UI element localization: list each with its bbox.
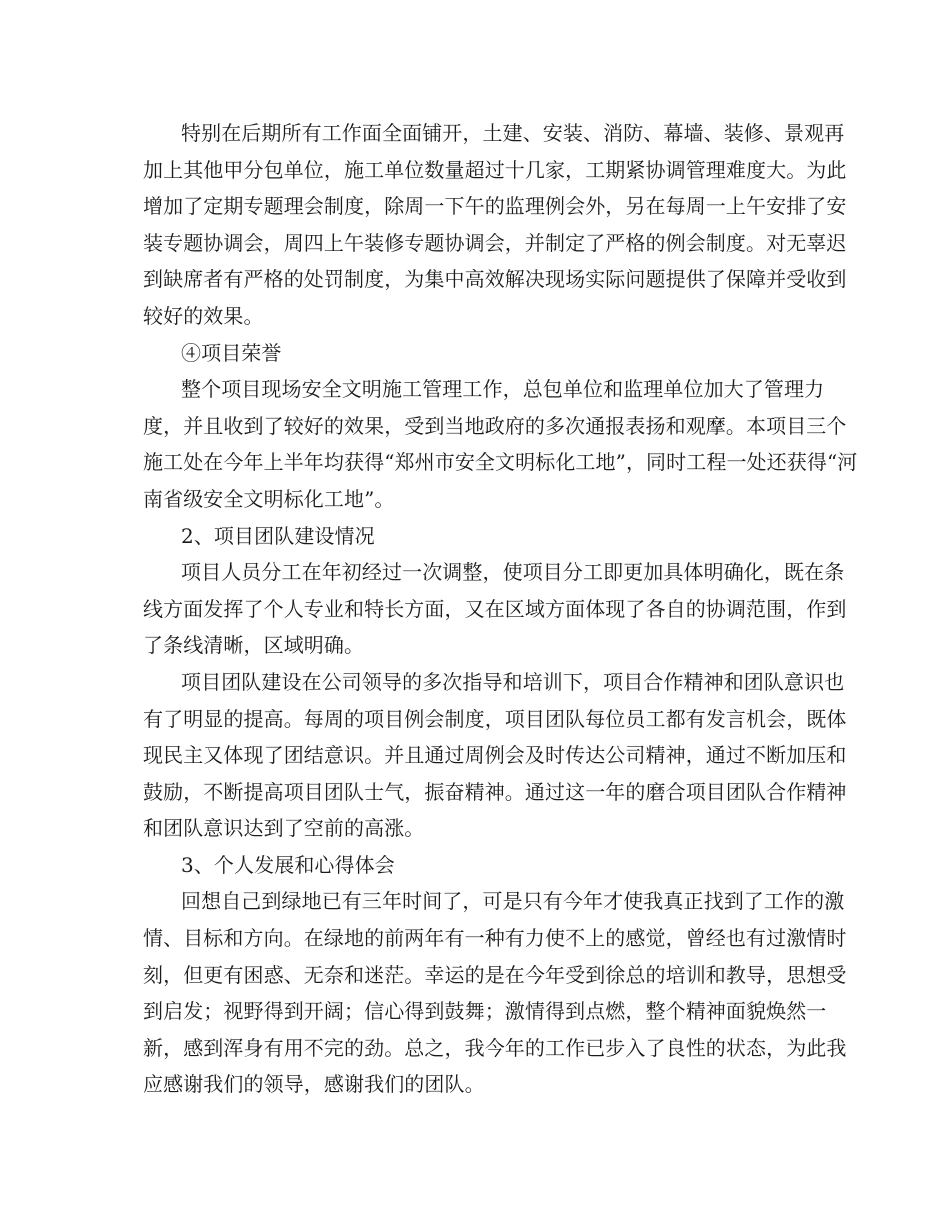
text-line: 刻，但更有困惑、无奈和迷茫。幸运的是在今年受到徐总的培训和教导，思想受 [143, 962, 847, 987]
text-line: 鼓励，不断提高项目团队士气，振奋精神。通过这一年的磨合项目团队合作精神 [143, 779, 847, 804]
text-line: 较好的效果。 [143, 303, 264, 328]
text-line: 度，并且收到了较好的效果，受到当地政府的多次通报表扬和观摩。本项目三个 [143, 413, 847, 438]
text-line: 到启发；视野得到开阔；信心得到鼓舞；激情得到点燃，整个精神面貌焕然一 [143, 999, 827, 1024]
text-line: 南省级安全文明标化工地”。 [143, 486, 395, 511]
text-line: 整个项目现场安全文明施工管理工作，总包单位和监理单位加大了管理力 [181, 377, 825, 402]
text-line: 项目团队建设在公司领导的多次指导和培训下，项目合作精神和团队意识也 [181, 669, 845, 694]
text-line: 项目人员分工在年初经过一次调整，使项目分工即更加具体明确化，既在条 [181, 560, 845, 585]
text-line: 回想自己到绿地已有三年时间了，可是只有今年才使我真正找到了工作的激 [181, 889, 845, 914]
text-line: 和团队意识达到了空前的高涨。 [143, 816, 425, 841]
text-line: 装专题协调会，周四上午装修专题协调会，并制定了严格的例会制度。对无辜迟 [143, 230, 847, 255]
text-line: 施工处在今年上半年均获得“郑州市安全文明标化工地”，同时工程一处还获得“河 [143, 450, 858, 475]
text-line: 情、目标和方向。在绿地的前两年有一种有力使不上的感觉，曾经也有过激情时 [143, 926, 847, 951]
text-line: 有了明显的提高。每周的项目例会制度，项目团队每位员工都有发言机会，既体 [143, 706, 847, 731]
text-line: 加上其他甲分包单位，施工单位数量超过十几家，工期紧协调管理难度大。为此 [143, 157, 847, 182]
section-heading: 2、项目团队建设情况 [181, 523, 375, 548]
text-line: 应感谢我们的领导，感谢我们的团队。 [143, 1072, 485, 1097]
text-line: 增加了定期专题理会制度，除周一下午的监理例会外，另在每周一上午安排了安 [143, 194, 847, 219]
text-line: 特别在后期所有工作面全面铺开，土建、安装、消防、幕墙、装修、景观再 [181, 121, 845, 145]
text-line: 到缺席者有严格的处罚制度，为集中高效解决现场实际问题提供了保障并受收到 [143, 267, 847, 292]
section-heading: 3、个人发展和心得体会 [181, 852, 395, 877]
section-heading: ④项目荣誉 [181, 340, 282, 365]
text-line: 现民主又体现了团结意识。并且通过周例会及时传达公司精神，通过不断加压和 [143, 743, 847, 768]
document-page [143, 115, 858, 1103]
text-line: 了条线清晰，区域明确。 [143, 633, 365, 658]
text-line: 线方面发挥了个人专业和特长方面，又在区域方面体现了各自的协调范围，作到 [143, 596, 847, 621]
text-line: 新，感到浑身有用不完的劲。总之，我今年的工作已步入了良性的状态，为此我 [143, 1035, 847, 1060]
